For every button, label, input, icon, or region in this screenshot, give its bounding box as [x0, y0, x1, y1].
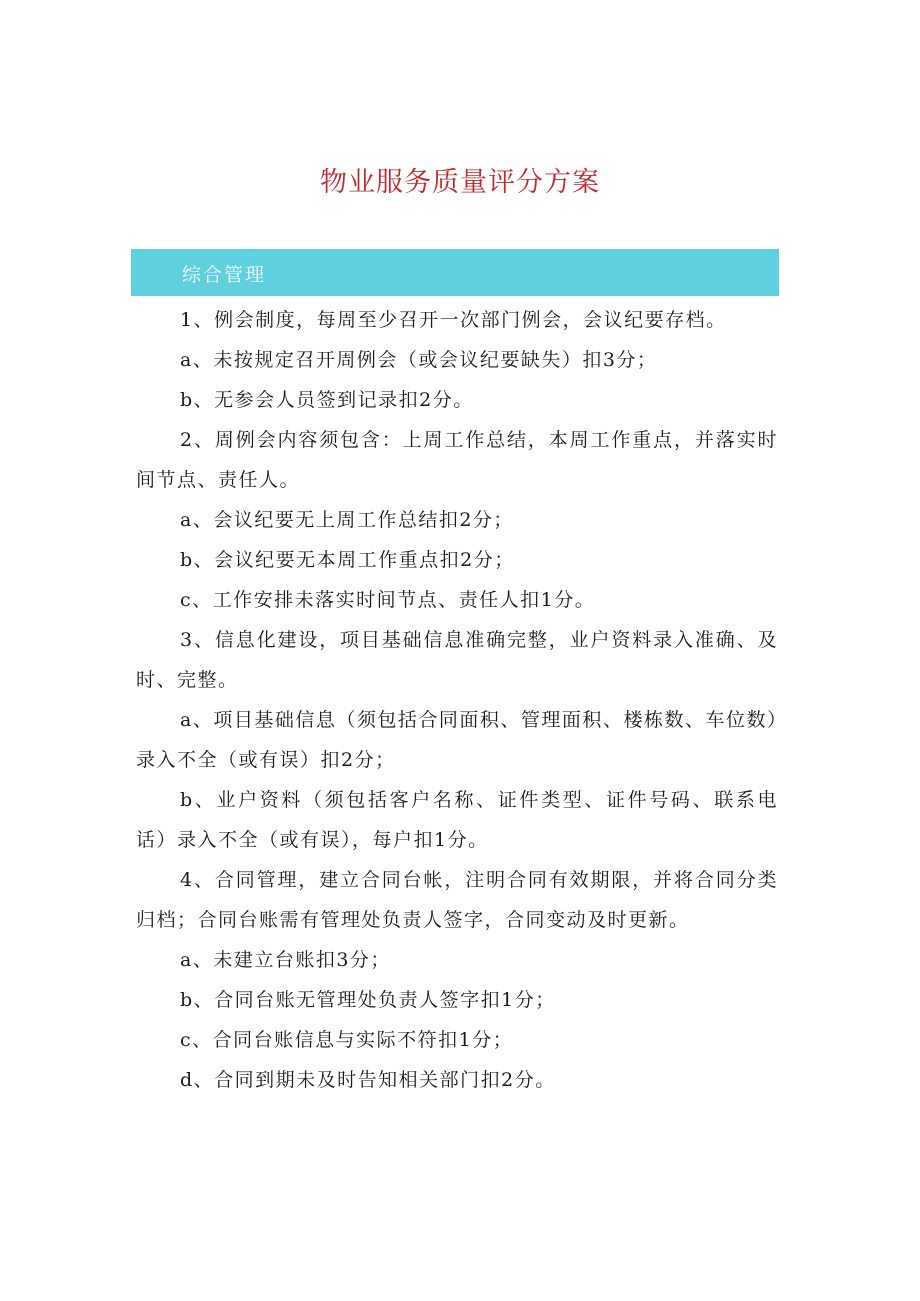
- paragraph-4b: b、合同台账无管理处负责人签字扣1分；: [180, 989, 556, 1011]
- paragraph-2c: c、工作安排未落实时间节点、责任人扣1分。: [180, 589, 596, 611]
- paragraph-4c: c、合同台账信息与实际不符扣1分；: [180, 1029, 514, 1051]
- paragraph-2: 2、周例会内容须包含：上周工作总结，本周工作重点，并落实时间节点、责任人。: [136, 429, 778, 491]
- paragraph-4d: d、合同到期未及时告知相关部门扣2分。: [180, 1069, 556, 1091]
- section-header: [131, 249, 779, 296]
- section-title: 综合管理: [182, 264, 267, 286]
- page-title: 物业服务质量评分方案: [320, 167, 600, 198]
- paragraph-2a: a、会议纪要无上周工作总结扣2分；: [180, 509, 514, 531]
- paragraph-2b: b、会议纪要无本周工作重点扣2分；: [180, 549, 515, 571]
- document-body: [136, 300, 778, 1100]
- paragraph-4a: a、未建立台账扣3分；: [180, 949, 391, 971]
- paragraph-4: 4、合同管理，建立合同台帐，注明合同有效期限，并将合同分类归档；合同台账需有管理处负责人签字，合同变动及时更新。: [136, 869, 778, 931]
- paragraph-1: 1、例会制度，每周至少召开一次部门例会，会议纪要存档。: [180, 309, 727, 331]
- paragraph-3b: b、业户资料（须包括客户名称、证件类型、证件号码、联系电话）录入不全（或有误），每户扣1分。: [136, 789, 778, 851]
- paragraph-1a: a、未按规定召开周例会（或会议纪要缺失）扣3分；: [180, 349, 658, 371]
- paragraph-3: 3、信息化建设，项目基础信息准确完整，业户资料录入准确、及时、完整。: [136, 629, 778, 691]
- paragraph-3a: a、项目基础信息（须包括合同面积、管理面积、楼栋数、车位数）录入不全（或有误）扣2分；: [136, 709, 778, 771]
- paragraph-1b: b、无参会人员签到记录扣2分。: [180, 389, 474, 411]
